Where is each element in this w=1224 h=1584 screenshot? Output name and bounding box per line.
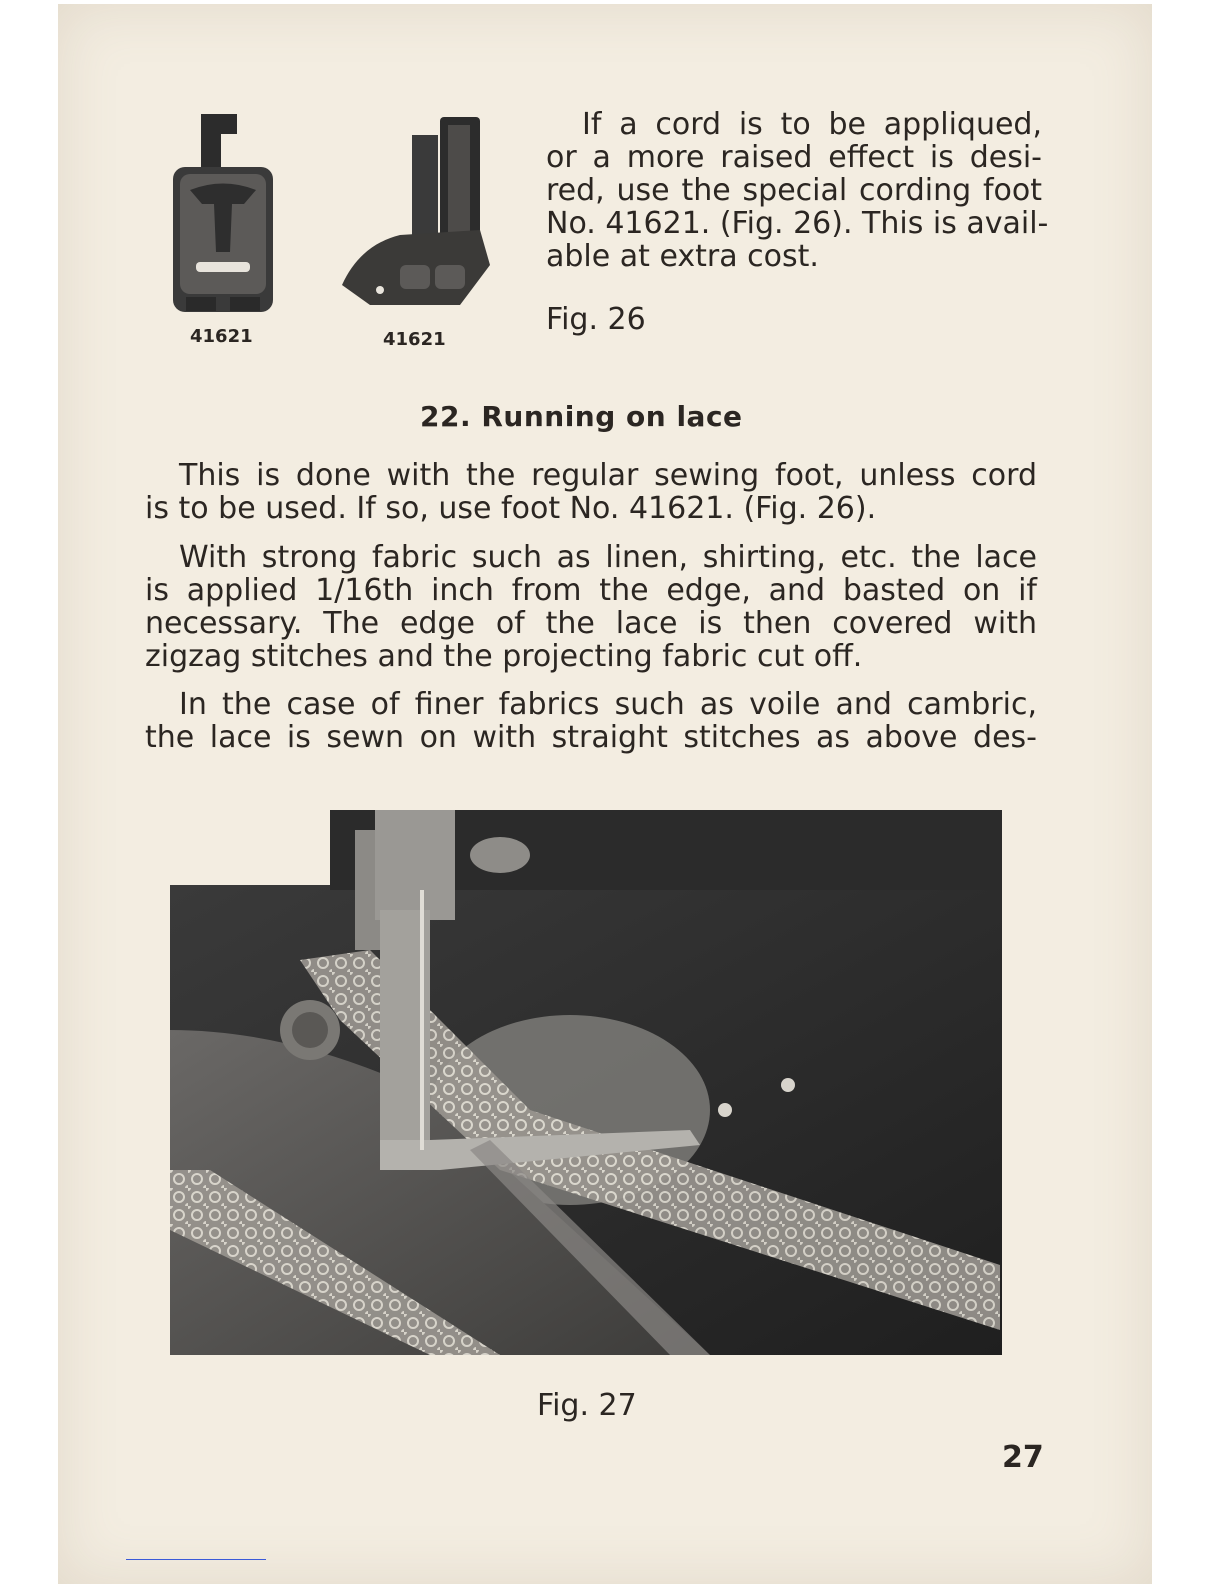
figure-26-caption: Fig. 26 bbox=[546, 302, 646, 337]
text-line: necessary. The edge of the lace is then covered with bbox=[145, 606, 1037, 641]
lace-sewing-photo bbox=[170, 810, 1002, 1355]
link-underline bbox=[126, 1559, 266, 1560]
paragraph bbox=[145, 541, 1037, 673]
text-line: In the case of finer fabrics such as voile and cambric, bbox=[179, 687, 1037, 722]
paragraph bbox=[145, 688, 1037, 754]
paragraph bbox=[145, 459, 1037, 525]
text-line: is to be used. If so, use foot No. 41621. (Fig. 26). bbox=[145, 491, 877, 526]
section-heading: 22. Running on lace bbox=[420, 400, 743, 433]
cording-foot-side-illustration bbox=[340, 115, 495, 315]
part-number-label: 41621 bbox=[383, 329, 446, 350]
text-line: the lace is sewn on with straight stitches as above des- bbox=[145, 720, 1037, 755]
part-number-label: 41621 bbox=[190, 326, 253, 347]
text-line: red, use the special cording foot bbox=[546, 173, 1042, 208]
text-line: zigzag stitches and the projecting fabric cut off. bbox=[145, 639, 863, 674]
text-line: or a more raised effect is desi- bbox=[546, 140, 1042, 175]
cording-foot-description bbox=[546, 107, 1049, 274]
text-line: This is done with the regular sewing foot, unless cord bbox=[179, 458, 1037, 493]
page-number: 27 bbox=[1002, 1440, 1044, 1475]
text-line: No. 41621. (Fig. 26). This is avail- bbox=[546, 206, 1049, 241]
cording-foot-front-illustration bbox=[168, 112, 278, 317]
figure-27-caption: Fig. 27 bbox=[537, 1388, 637, 1423]
text-line: able at extra cost. bbox=[546, 239, 819, 274]
text-line: If a cord is to be appliqued, bbox=[582, 107, 1042, 142]
text-line: is applied 1/16th inch from the edge, and basted on if bbox=[145, 573, 1037, 608]
text-line: With strong fabric such as linen, shirting, etc. the lace bbox=[179, 540, 1037, 575]
